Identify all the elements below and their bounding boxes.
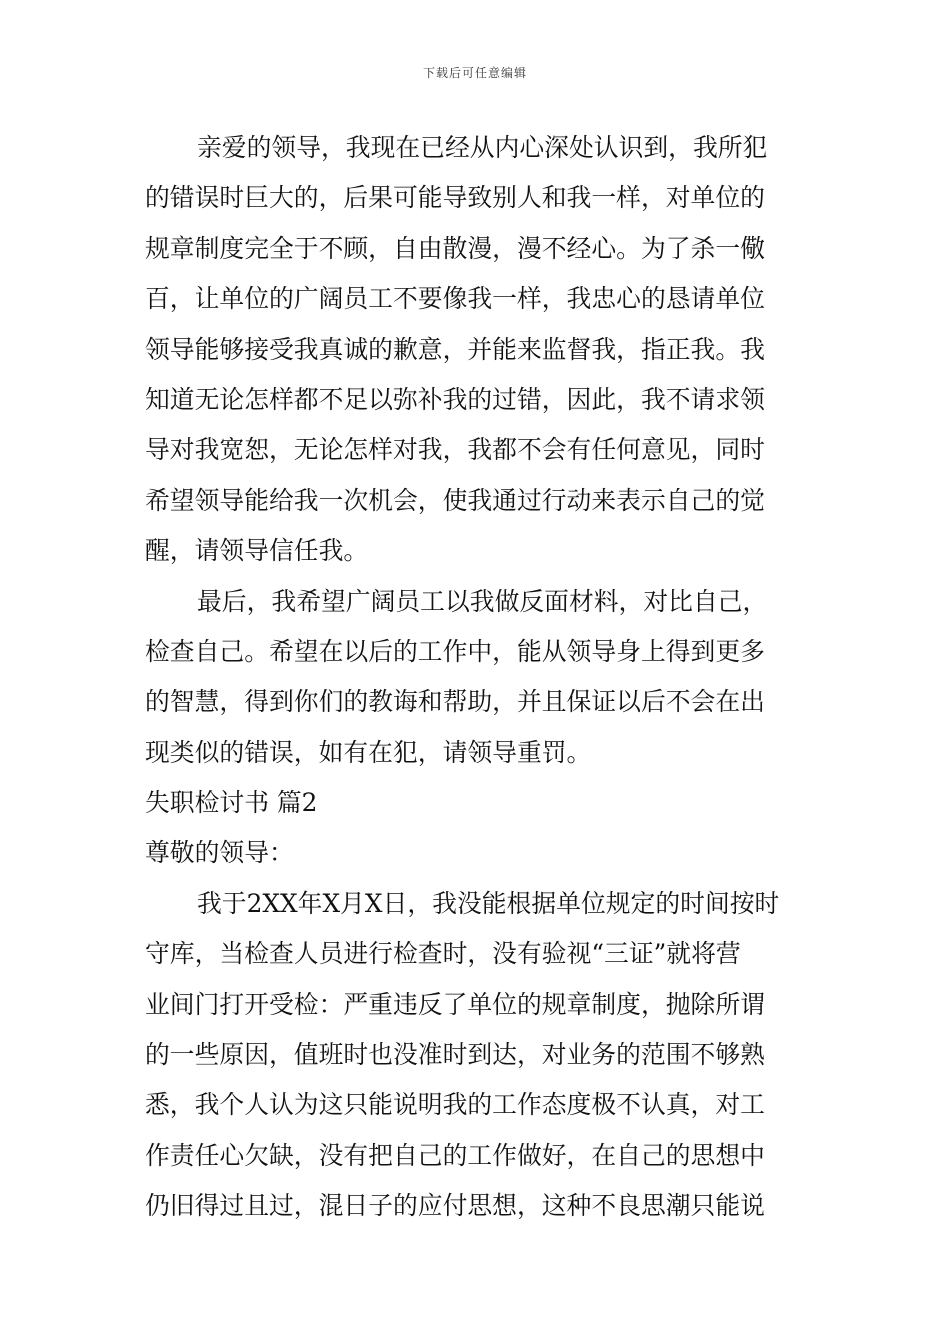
text-line: 的智慧，得到你们的教诲和帮助，并且保证以后不会在出 — [145, 687, 765, 717]
text-line: 的一些原因，值班时也没准时到达，对业务的范围不够熟 — [145, 1040, 765, 1070]
text-line: 亲爱的领导，我现在已经从内心深处认识到，我所犯 — [197, 133, 768, 162]
text-line: 知道无论怎样都不足以弥补我的过错，因此，我不请求领 — [145, 384, 765, 414]
text-line: 仍旧得过且过，混日子的应付思想，这种不良思潮只能说 — [145, 1191, 765, 1221]
text-line: 悉，我个人认为这只能说明我的工作态度极不认真，对工 — [145, 1090, 765, 1120]
text-line: 百，让单位的广阔员工不要像我一样，我忠心的恳请单位 — [145, 284, 765, 314]
text-line: 的错误时巨大的，后果可能导致别人和我一样，对单位的 — [145, 183, 765, 213]
page-header: 下载后可任意编辑 — [422, 66, 527, 80]
text-line: 检查自己。希望在以后的工作中，能从领导身上得到更多 — [145, 636, 765, 666]
section-title: 失职检讨书 篇2 — [145, 788, 318, 818]
text-line: 希望领导能给我一次机会，使我通过行动来表示自己的觉 — [145, 485, 765, 515]
text-line: 最后，我希望广阔员工以我做反面材料，对比自己， — [197, 586, 768, 616]
text-line: 现类似的错误，如有在犯，请领导重罚。 — [145, 737, 592, 767]
text-line: 领导能够接受我真诚的歉意，并能来监督我，指正我。我 — [145, 334, 765, 364]
text-line: 导对我宽恕，无论怎样对我，我都不会有任何意见，同时 — [145, 435, 765, 465]
salutation: 尊敬的领导： — [145, 838, 294, 868]
paragraph-incident — [145, 879, 805, 1232]
text-line: 醒，请领导信任我。 — [145, 536, 369, 566]
paragraph-closing — [145, 577, 805, 779]
document-body — [145, 123, 805, 1232]
text-line: 业间门打开受检：严重违反了单位的规章制度，抛除所谓 — [145, 989, 765, 1019]
text-line: 作责任心欠缺，没有把自己的工作做好，在自己的思想中 — [145, 1140, 765, 1170]
text-line: 守库，当检查人员进行检查时，没有验视“三证”就将营 — [145, 939, 741, 969]
text-line: 规章制度完全于不顾，自由散漫，漫不经心。为了杀一儆 — [145, 233, 765, 263]
paragraph-apology — [145, 123, 805, 577]
text-line: 我于2XX年X月X日，我没能根据单位规定的时间按时 — [197, 888, 780, 918]
